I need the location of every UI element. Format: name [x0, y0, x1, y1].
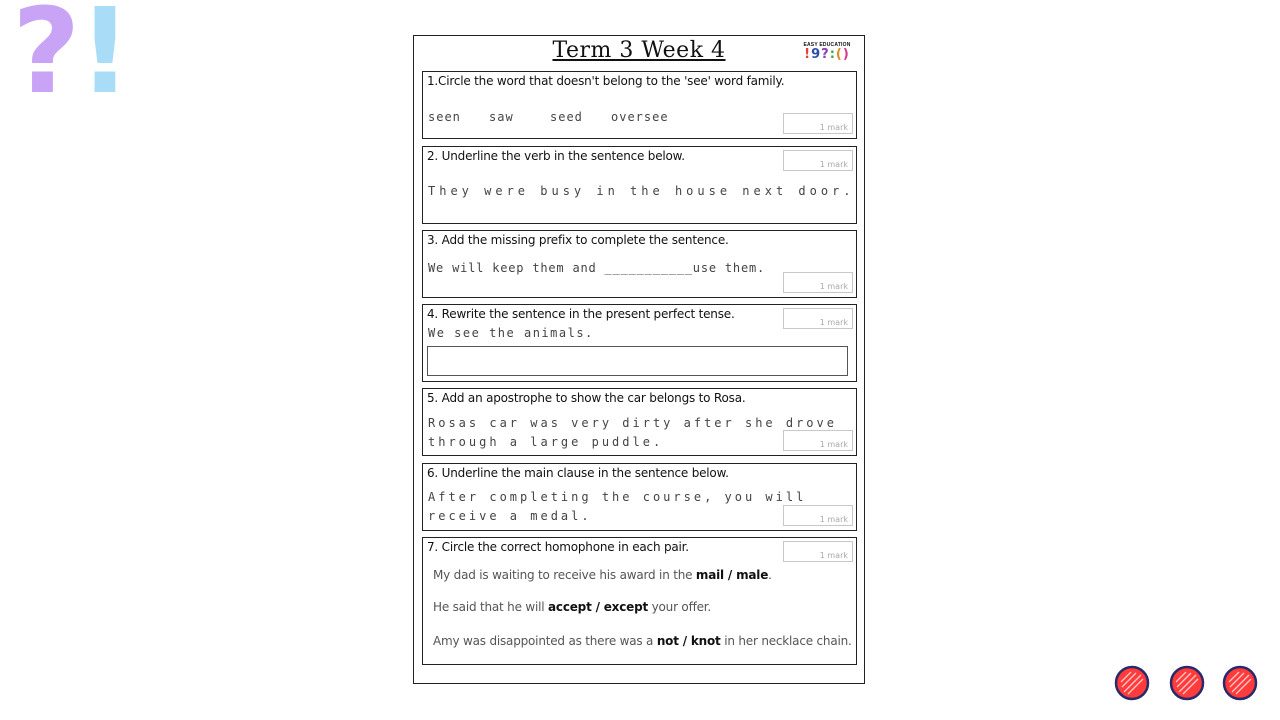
question-4-sentence: We see the animals.	[428, 326, 594, 340]
mark-label: 1 mark	[819, 282, 848, 291]
scribble-circle-icon[interactable]	[1222, 665, 1258, 701]
mark-label: 1 mark	[819, 318, 848, 327]
question-4	[422, 304, 857, 382]
mark-label: 1 mark	[819, 515, 848, 524]
word-option[interactable]: seed	[550, 110, 583, 124]
word-option[interactable]: saw	[489, 110, 514, 124]
question-5	[422, 388, 857, 456]
question-7	[422, 537, 857, 665]
question-5-sentence-line-1[interactable]: Rosas car was very dirty after she drove	[428, 416, 837, 430]
worksheet	[413, 35, 865, 684]
question-1	[422, 71, 857, 139]
mark-label: 1 mark	[819, 551, 848, 560]
mark-box[interactable]	[783, 272, 853, 293]
question-5-prompt: 5. Add an apostrophe to show the car belongs to Rosa.	[427, 391, 746, 405]
worksheet-title: Term 3 Week 4	[552, 38, 726, 63]
mark-box[interactable]	[783, 430, 853, 451]
logo-text: EASY EDUCATION	[803, 42, 851, 48]
question-1-prompt: 1.Circle the word that doesn't belong to the 'see' word family.	[427, 74, 785, 88]
mark-box[interactable]	[783, 505, 853, 526]
question-6-sentence-line-2[interactable]: receive a medal.	[428, 509, 592, 523]
homophone-choice[interactable]: accept / except	[548, 600, 649, 614]
answer-input-box[interactable]	[427, 346, 848, 376]
question-2-sentence[interactable]: They were busy in the house next door.	[428, 184, 855, 198]
scribble-circle-icon[interactable]	[1169, 665, 1205, 701]
question-4-prompt: 4. Rewrite the sentence in the present perfect tense.	[427, 307, 735, 321]
exclamation-mark-decoration: !	[78, 0, 132, 120]
mark-label: 1 mark	[819, 123, 848, 132]
mark-label: 1 mark	[819, 440, 848, 449]
word-option[interactable]: seen	[428, 110, 461, 124]
question-6-sentence-line-1[interactable]: After completing the course, you will	[428, 490, 807, 504]
question-2-prompt: 2. Underline the verb in the sentence below.	[427, 149, 685, 163]
mark-box[interactable]	[783, 541, 853, 562]
scribble-circle-icon[interactable]	[1114, 665, 1150, 701]
question-7-prompt: 7. Circle the correct homophone in each pair.	[427, 540, 689, 554]
homophone-choice[interactable]: mail / male	[695, 568, 769, 582]
homophone-sentence: My dad is waiting to receive his award in the mail / male.	[433, 568, 772, 582]
mark-label: 1 mark	[819, 160, 848, 169]
question-6-prompt: 6. Underline the main clause in the sentence below.	[427, 466, 729, 480]
easy-education-logo	[798, 42, 856, 62]
homophone-choice[interactable]: not / knot	[656, 634, 721, 648]
question-3-sentence[interactable]: We will keep them and ___________use them.	[428, 261, 766, 275]
question-2	[422, 146, 857, 224]
mark-box[interactable]	[783, 113, 853, 134]
word-option[interactable]: oversee	[611, 110, 669, 124]
question-3	[422, 230, 857, 298]
question-6	[422, 463, 857, 531]
homophone-sentence: Amy was disappointed as there was a not / knot in her necklace chain.	[433, 634, 852, 648]
logo-glyphs: !9?:()	[804, 47, 850, 62]
question-3-prompt: 3. Add the missing prefix to complete the sentence.	[427, 233, 729, 247]
question-5-sentence-line-2[interactable]: through a large puddle.	[428, 435, 664, 449]
mark-box[interactable]	[783, 150, 853, 171]
mark-box[interactable]	[783, 308, 853, 329]
homophone-sentence: He said that he will accept / except your offer.	[433, 600, 712, 614]
question-mark-decoration: ?	[12, 0, 81, 120]
